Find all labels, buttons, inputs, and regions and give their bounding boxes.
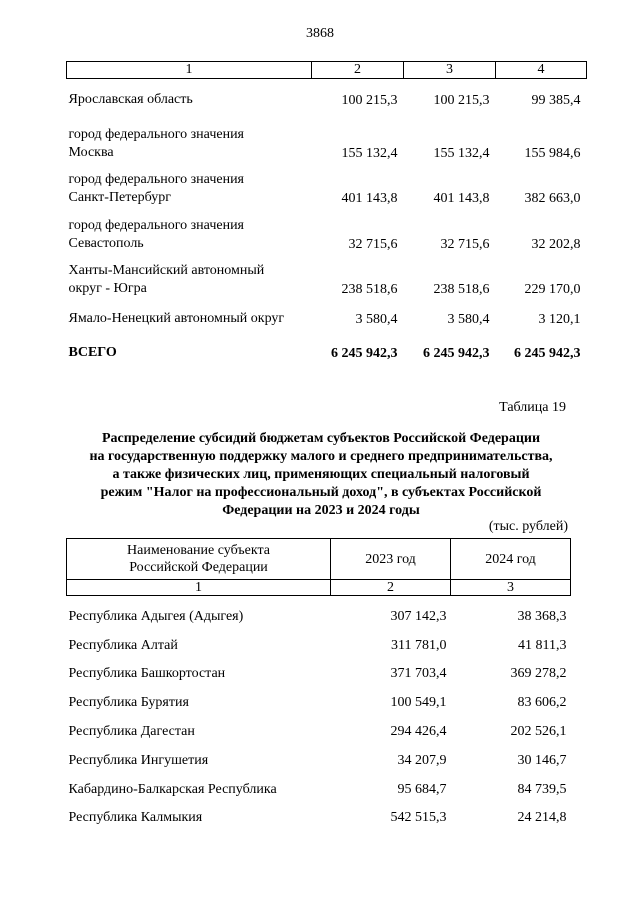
value-cell: 401 143,8 [341,190,398,206]
table-header-row [67,539,571,580]
value-2024: 84 739,5 [517,781,567,797]
region-name: Ярославская область [68,91,193,107]
value-2023: 294 426,4 [390,723,447,739]
column-numbering-row [67,62,587,79]
col-number: 1 [67,62,312,79]
region-name: Кабардино-Балкарская Республика [68,781,277,797]
value-2023: 307 142,3 [390,608,447,624]
value-cell: 3 580,4 [355,311,398,327]
region-name: Республика Алтай [68,637,178,653]
table-row [67,682,571,711]
value-cell: 229 170,0 [524,281,581,297]
region-name: Республика Адыгея (Адыгея) [68,608,244,624]
table-label: Таблица 19 [499,400,566,415]
value-2023: 311 781,0 [391,637,447,653]
value-cell: 382 663,0 [524,190,581,206]
region-name: Ханты-Мансийский автономный округ - Югра [68,262,265,296]
col-number: 1 [67,580,331,596]
table-row [67,740,571,769]
value-cell: 238 518,6 [433,281,490,297]
subsidy-table-continuation [66,61,587,362]
value-2023: 95 684,7 [397,781,447,797]
header-year-2024: 2024 год [451,539,571,580]
total-value: 6 245 942,3 [423,345,490,361]
value-2024: 202 526,1 [510,723,567,739]
value-cell: 155 984,6 [524,145,581,161]
region-name: Ямало-Ненецкий автономный округ [68,310,285,326]
table-row [67,207,587,253]
table-row [67,298,587,328]
value-2024: 24 214,8 [517,810,567,826]
table-row [67,711,571,740]
region-name: Республика Дагестан [68,723,195,739]
col-number: 2 [312,62,404,79]
value-2024: 38 368,3 [517,608,567,624]
header-region: Наименование субъекта Российской Федерации [67,539,331,580]
table-title: Распределение субсидий бюджетам субъектов Российской Федерации на государственную поддержку малого и среднего предпринимательства, а также физических лиц, применяющих специальный налоговый режим "Налог на профессиональный доход", в субъектах Российской Федерации на 2023 и 2024 годы [89,431,553,518]
table-row [67,625,571,654]
value-2024: 83 606,2 [517,695,567,711]
value-2023: 34 207,9 [397,752,447,768]
value-cell: 32 715,6 [440,236,490,252]
value-cell: 100 215,3 [341,92,398,108]
region-name: Республика Ингушетия [68,752,209,768]
total-value: 6 245 942,3 [331,345,398,361]
value-cell: 401 143,8 [433,190,490,206]
table-row [67,79,587,109]
value-cell: 99 385,4 [531,92,581,108]
table-row [67,654,571,683]
col-number: 4 [496,62,587,79]
value-cell: 238 518,6 [341,281,398,297]
region-name: город федерального значения Москва [68,126,244,160]
table-row [67,162,587,207]
value-2023: 542 515,3 [390,810,447,826]
region-name: Республика Бурятия [68,695,189,711]
value-2023: 100 549,1 [390,695,447,711]
total-row [67,328,587,362]
value-cell: 155 132,4 [341,145,398,161]
col-number: 3 [404,62,496,79]
value-cell: 32 202,8 [531,236,581,252]
unit-label: (тыс. рублей) [488,519,568,534]
table-row [67,798,571,827]
table-row [67,596,571,625]
col-number: 2 [331,580,451,596]
value-cell: 3 120,1 [538,311,581,327]
region-name: Республика Калмыкия [68,810,203,826]
table-row [67,253,587,298]
region-name: Республика Башкортостан [68,666,226,682]
column-numbering-row [67,580,571,596]
value-2024: 30 146,7 [517,752,567,768]
value-2024: 41 811,3 [518,637,567,653]
header-year-2023: 2023 год [331,539,451,580]
value-cell: 155 132,4 [433,145,490,161]
subsidy-table [66,538,571,826]
page-number: 3868 [306,26,334,41]
region-name: город федерального значения Санкт-Петербург [68,171,244,205]
value-cell: 100 215,3 [433,92,490,108]
value-2023: 371 703,4 [390,666,447,682]
total-value: 6 245 942,3 [514,345,581,361]
table-row [67,769,571,798]
value-cell: 32 715,6 [348,236,398,252]
table-row [67,109,587,162]
value-2024: 369 278,2 [510,666,567,682]
value-cell: 3 580,4 [447,311,490,327]
col-number: 3 [451,580,571,596]
total-label: ВСЕГО [68,344,117,360]
region-name: город федерального значения Севастополь [68,217,244,251]
